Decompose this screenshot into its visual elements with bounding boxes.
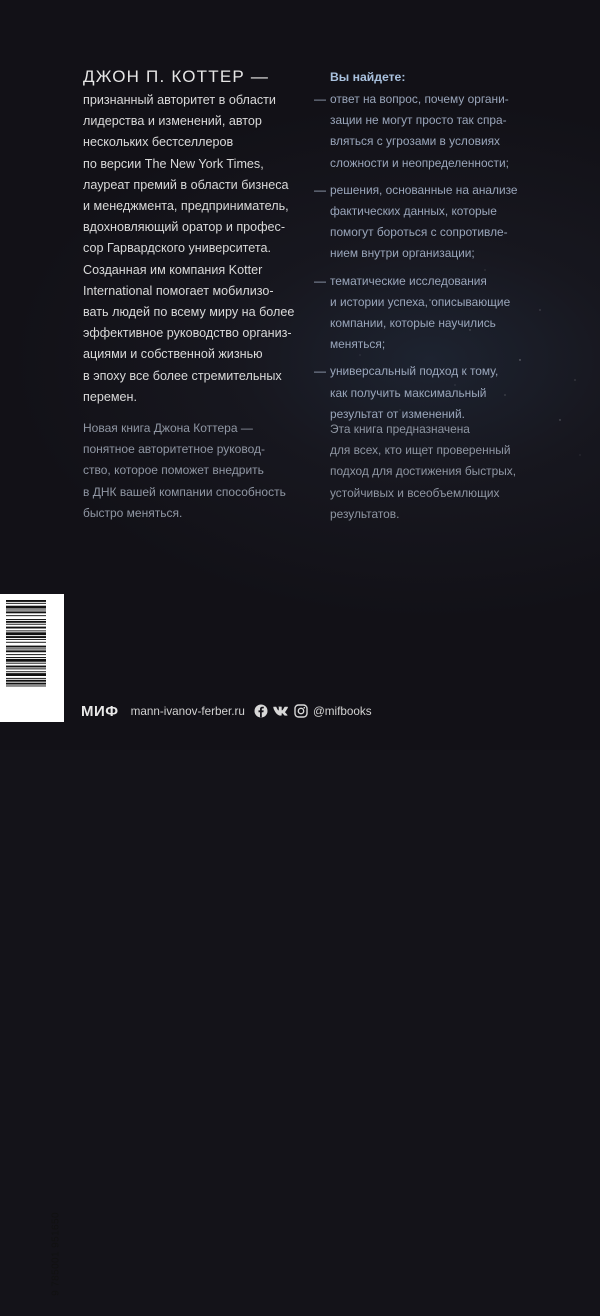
publisher-website[interactable]: mann-ivanov-ferber.ru	[130, 704, 245, 718]
barcode-bar	[6, 686, 46, 687]
barcode-bar	[6, 671, 46, 672]
item-line: и истории успеха, описывающие	[330, 294, 511, 309]
barcode-bar	[6, 663, 46, 664]
barcode-bar	[6, 680, 46, 682]
list-item	[314, 271, 524, 356]
barcode-bar	[6, 642, 46, 643]
barcode-bar	[6, 678, 46, 679]
bio-line: признанный авторитет в области	[83, 93, 276, 107]
item-line: результат от изменений.	[330, 406, 465, 421]
bio-line: вдохновляющий оратор и профес-	[83, 220, 286, 235]
item-line: тематические исследования	[330, 273, 487, 288]
social-handle[interactable]: @mifbooks	[312, 704, 372, 718]
bio-line: ациями и собственной жизнью	[83, 347, 263, 362]
facebook-icon[interactable]	[254, 704, 268, 718]
bio-line: эффективное руководство организ-	[83, 326, 292, 341]
barcode-bar	[6, 636, 46, 638]
dash-bullet: —	[314, 92, 326, 106]
barcode-bar	[6, 683, 46, 685]
audience-line: для всех, кто ищет проверенный	[330, 443, 511, 458]
bio-line: International помогает мобилизо-	[83, 283, 274, 298]
bio-line: Созданная им компания Kotter	[83, 262, 263, 277]
pitch-line: ство, которое поможет внедрить	[83, 463, 264, 478]
bio-line: и менеджмента, предприниматель,	[83, 199, 289, 214]
item-line: фактических данных, которые	[330, 204, 497, 219]
item-line: зации не могут просто так спра-	[330, 113, 507, 128]
barcode-bar	[6, 611, 46, 613]
item-line: ответ на вопрос, почему органи-	[330, 92, 509, 106]
barcode-bar	[6, 650, 46, 652]
barcode-bars	[0, 594, 64, 722]
publisher-logo: МИФ	[81, 702, 119, 720]
barcode-bar	[6, 630, 46, 631]
barcode-bar	[6, 615, 46, 616]
author-bio	[83, 90, 293, 408]
audience-line: устойчивых и всеобъемлющих	[330, 485, 500, 500]
barcode-bar	[6, 619, 46, 620]
barcode-bar	[6, 648, 46, 649]
author-section	[83, 66, 293, 408]
instagram-icon[interactable]	[294, 704, 308, 718]
barcode-bar	[6, 654, 46, 655]
barcode-bar	[6, 603, 46, 604]
section-title: Вы найдете:	[330, 70, 406, 84]
dash-bullet: —	[314, 364, 326, 379]
bio-line: по версии The New York Times,	[83, 156, 264, 171]
barcode-bar	[6, 646, 46, 648]
barcode-bar	[6, 606, 46, 609]
barcode-bar	[6, 621, 46, 623]
isbn-number: 9 785001 951650	[50, 1212, 62, 1296]
item-line: меняться;	[330, 337, 386, 352]
barcode-bar	[6, 666, 46, 668]
barcode-bar	[6, 668, 46, 669]
barcode-bar	[6, 657, 46, 658]
item-line: нием внутри организации;	[330, 246, 475, 261]
item-line: как получить максимальный	[330, 385, 487, 400]
dash-bullet: —	[314, 273, 326, 288]
barcode-bar	[6, 659, 46, 662]
barcode-bar	[6, 610, 46, 611]
bio-line: лауреат премий в области бизнеса	[83, 177, 289, 192]
vk-icon[interactable]	[273, 706, 289, 716]
bio-line: в эпоху все более стремительных	[83, 368, 282, 383]
audience-line: Эта книга предназначена	[330, 422, 470, 436]
dash-bullet: —	[314, 182, 326, 197]
item-line: универсальный подход к тому,	[330, 364, 499, 379]
list-item	[314, 89, 524, 174]
item-line: вляться с угрозами в условиях	[330, 134, 500, 149]
isbn-barcode	[0, 594, 64, 1296]
author-name: ДЖОН П. КОТТЕР —	[83, 67, 270, 86]
target-audience	[330, 419, 550, 525]
bio-line: перемен.	[83, 389, 137, 404]
list-item	[314, 180, 524, 265]
find-list	[314, 89, 524, 425]
item-line: решения, основанные на анализе	[330, 182, 518, 197]
barcode-bar	[6, 627, 46, 629]
book-pitch	[83, 418, 303, 524]
list-item	[314, 361, 524, 425]
pitch-line: быстро меняться.	[83, 505, 183, 520]
audience-line: результатов.	[330, 506, 400, 521]
pitch-line: Новая книга Джона Коттера —	[83, 421, 253, 435]
pitch-line: понятное авторитетное руковод-	[83, 442, 265, 457]
audience-line: подход для достижения быстрых,	[330, 464, 517, 479]
bio-line: сор Гарвардского университета.	[83, 241, 271, 256]
item-line: сложности и неопределенности;	[330, 155, 509, 170]
item-line: помогут бороться с сопротивле-	[330, 225, 508, 240]
bio-line: вать людей по всему миру на более	[83, 305, 295, 320]
item-line: компании, которые научились	[330, 316, 496, 331]
you-will-find-section	[314, 68, 524, 431]
pitch-line: в ДНК вашей компании способность	[83, 484, 286, 499]
barcode-bar	[6, 639, 46, 640]
bio-line: нескольких бестселлеров	[83, 135, 234, 150]
barcode-bar	[6, 624, 46, 625]
barcode-bar	[6, 673, 46, 676]
barcode-bar	[6, 632, 46, 635]
publisher-footer	[81, 700, 372, 722]
bio-line: лидерства и изменений, автор	[83, 114, 262, 129]
barcode-bar	[6, 600, 46, 602]
